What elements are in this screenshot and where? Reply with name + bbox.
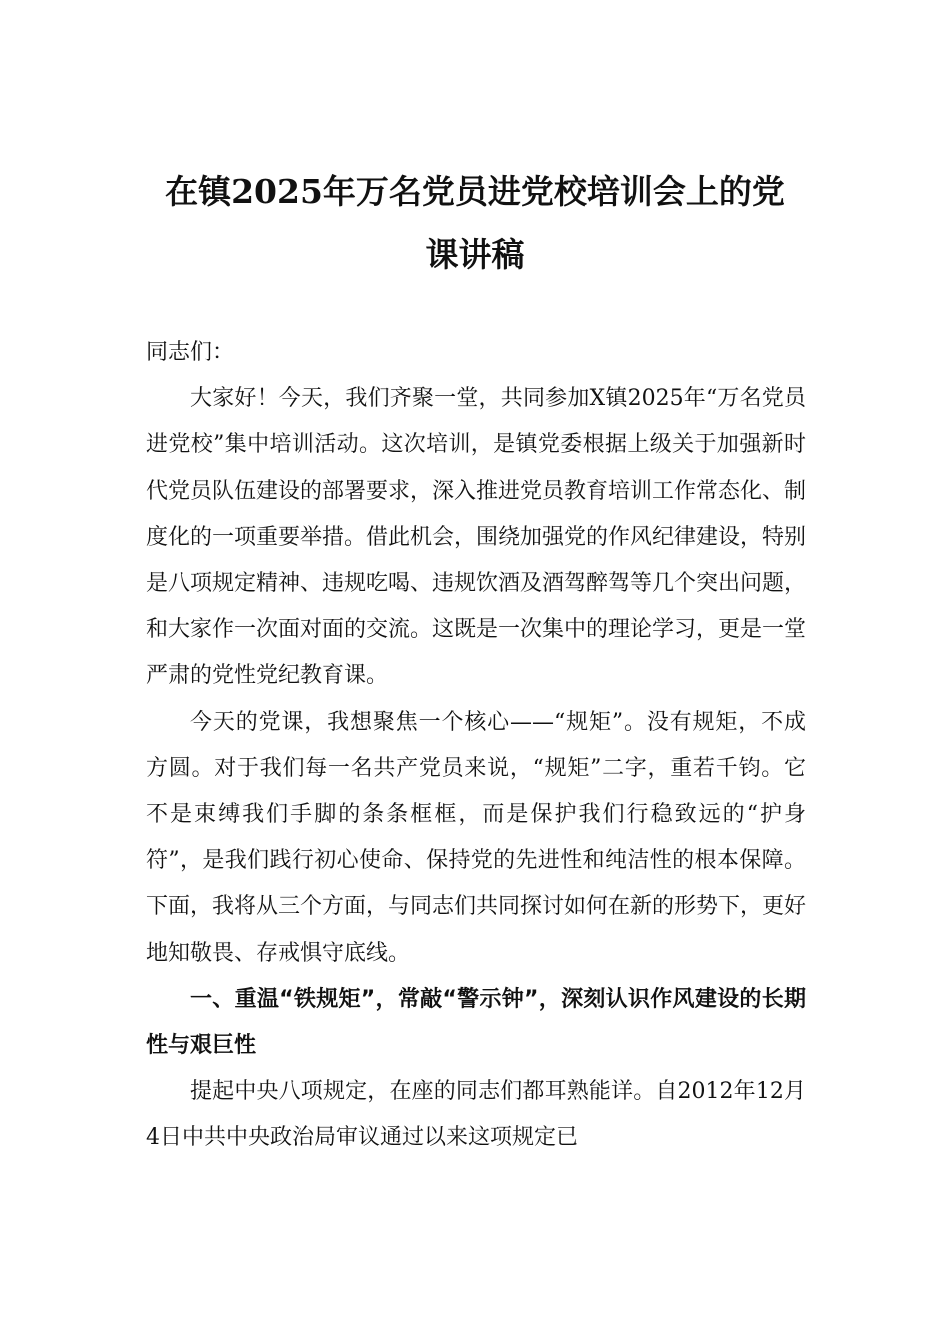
document-body — [146, 330, 806, 1162]
document-title — [120, 160, 830, 286]
section-heading-1: 一、重温“铁规矩”，常敲“警示钟”，深刻认识作风建设的长期性与艰巨性 — [146, 986, 806, 1059]
paragraph-2: 今天的党课，我想聚焦一个核心——“规矩”。没有规矩，不成方圆。对于我们每一名共产党员来说，“规矩”二字，重若千钧。它不是束缚我们手脚的条条框框，而是保护我们行稳致远的“护身符”，是我们践行初心使命、保持党的先进性和纯洁性的根本保障。下面，我将从三个方面，与同志们共同探讨如何在新的形势下，更好地知敬畏、存戒惧守底线。 — [146, 709, 807, 966]
title-line-2: 课讲稿 — [425, 235, 525, 274]
section-1-paragraph: 提起中央八项规定，在座的同志们都耳熟能详。自2012年12月4日中共中央政治局审议通过以来这项规定已 — [146, 1079, 806, 1151]
paragraph-1: 大家好！今天，我们齐聚一堂，共同参加X镇2025年“万名党员进党校”集中培训活动。这次培训，是镇党委根据上级关于加强新时代党员队伍建设的部署要求，深入推进党员教育培训工作常态化、制度化的一项重要举措。借此机会，围绕加强党的作风纪律建设，特别是八项规定精神、违规吃喝、违规饮酒及酒驾醉驾等几个突出问题，和大家作一次面对面的交流。这既是一次集中的理论学习，更是一堂严肃的党性党纪教育课。 — [146, 386, 807, 689]
greeting: 同志们： — [146, 340, 235, 365]
title-line-1: 在镇2025年万名党员进党校培训会上的党 — [165, 172, 785, 211]
